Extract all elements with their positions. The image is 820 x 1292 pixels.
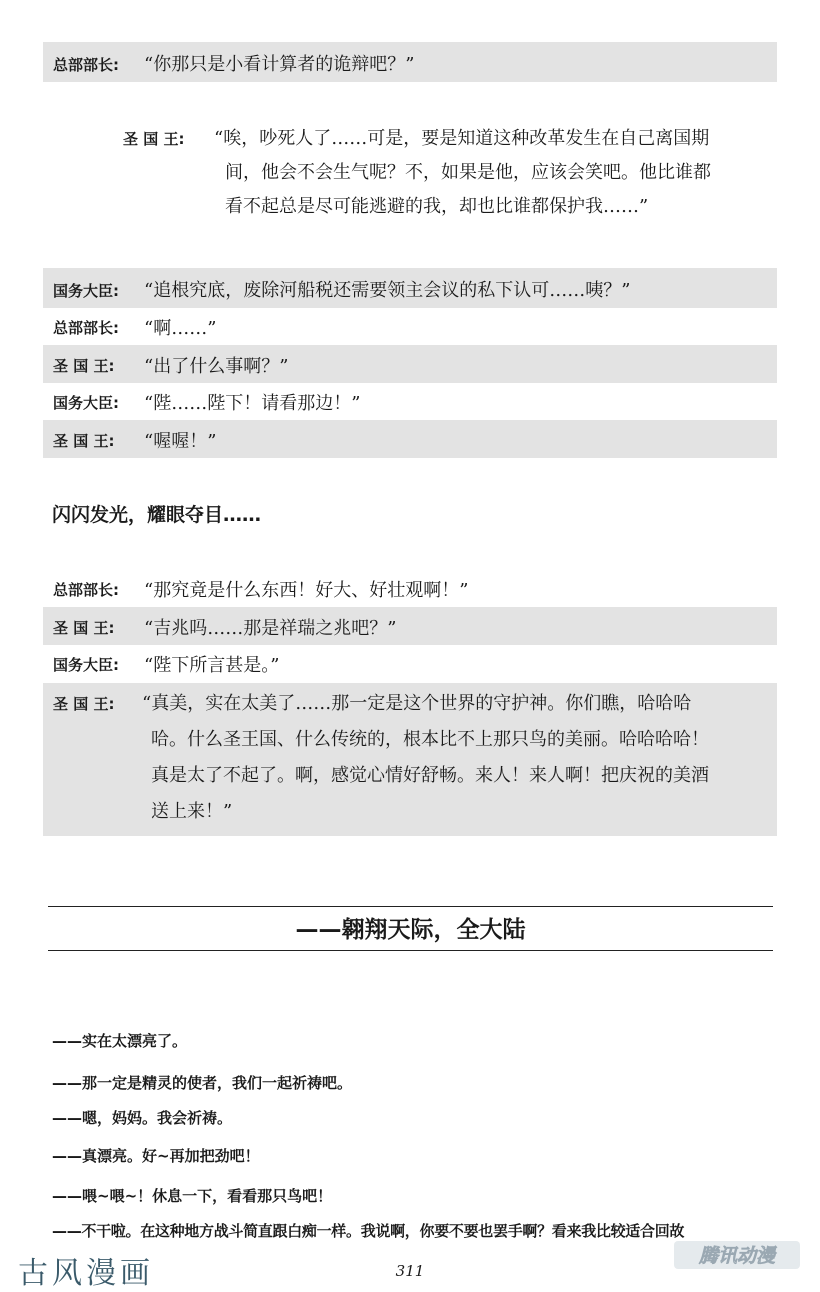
dialogue-row — [43, 683, 777, 836]
speaker-label: 总部部长: — [53, 319, 119, 337]
watermark-right-text: 腾讯动漫 — [698, 1245, 776, 1267]
voice-line: ——嗯，妈妈。我会祈祷。 — [52, 1109, 233, 1127]
speaker-label: 总部部长: — [53, 56, 119, 74]
dialogue-text: “那究竟是什么东西！好大、好壮观啊！” — [144, 580, 469, 601]
speaker-label: 圣 国 王: — [53, 695, 115, 713]
voice-line: ——真漂亮。好~再加把劲吧！ — [52, 1147, 260, 1165]
voice-line: ——喂~喂~！休息一下，看看那只鸟吧！ — [52, 1187, 333, 1205]
dialogue-text-line: 哈。什么圣王国、什么传统的，根本比不上那只鸟的美丽。哈哈哈哈！ — [151, 729, 709, 750]
dialogue-text-line: “唉，吵死人了……可是，要是知道这种改革发生在自己离国期 — [214, 128, 710, 149]
dialogue-text: “吉兆吗……那是祥瑞之兆吧？” — [144, 618, 397, 639]
dialogue-row — [43, 120, 777, 230]
dialogue-row — [43, 420, 777, 458]
dialogue-text-line: 真是太了不起了。啊，感觉心情好舒畅。来人！来人啊！把庆祝的美酒 — [151, 765, 709, 786]
chapter-rule-bottom — [48, 950, 773, 951]
dialogue-row — [43, 607, 777, 645]
chapter-rule-top — [48, 906, 773, 907]
speaker-label: 圣 国 王: — [53, 619, 115, 637]
dialogue-text: “追根究底，废除河船税还需要领主会议的私下认可……咦？” — [144, 280, 631, 301]
dialogue-text: “啊……” — [144, 318, 217, 339]
speaker-label: 总部部长: — [53, 581, 119, 599]
dialogue-text-line: “真美，实在太美了……那一定是这个世界的守护神。你们瞧，哈哈哈 — [142, 693, 692, 714]
speaker-label: 圣 国 王: — [123, 130, 185, 148]
speaker-label: 国务大臣: — [53, 656, 119, 674]
dialogue-row — [43, 569, 777, 606]
scene-heading: 闪闪发光，耀眼夺目…… — [52, 504, 262, 526]
dialogue-text-line: 送上来！” — [151, 801, 233, 822]
dialogue-text: “喔喔！” — [144, 431, 217, 452]
speaker-label: 国务大臣: — [53, 282, 119, 300]
dialogue-row — [43, 645, 777, 682]
dialogue-row — [43, 42, 777, 82]
speaker-label: 圣 国 王: — [53, 357, 115, 375]
dialogue-text-line: 间，他会不会生气呢？不，如果是他，应该会笑吧。他比谁都 — [225, 162, 711, 183]
dialogue-text: “你那只是小看计算者的诡辩吧？” — [144, 54, 415, 75]
chapter-title: ——翱翔天际，全大陆 — [295, 917, 526, 943]
watermark-logo-left: 古风漫画 — [18, 1256, 154, 1291]
speaker-label: 圣 国 王: — [53, 432, 115, 450]
dialogue-row — [43, 345, 777, 383]
dialogue-row — [43, 268, 777, 308]
voice-line: ——实在太漂亮了。 — [52, 1032, 188, 1050]
voice-line: ——不干啦。在这种地方战斗简直跟白痴一样。我说啊，你要不要也罢手啊？看来我比较适合回故 — [52, 1222, 685, 1240]
dialogue-text: “陛下所言甚是。” — [144, 655, 280, 676]
dialogue-row — [43, 383, 777, 420]
dialogue-text: “出了什么事啊？” — [144, 356, 289, 377]
dialogue-row — [43, 308, 777, 345]
speaker-label: 国务大臣: — [53, 394, 119, 412]
dialogue-text-line: 看不起总是尽可能逃避的我，却也比谁都保护我……” — [225, 196, 649, 217]
watermark-logo-right — [672, 1235, 802, 1275]
page-number: 311 — [395, 1262, 425, 1280]
dialogue-text: “陛……陛下！请看那边！” — [144, 393, 361, 414]
voice-line: ——那一定是精灵的使者，我们一起祈祷吧。 — [52, 1074, 353, 1092]
